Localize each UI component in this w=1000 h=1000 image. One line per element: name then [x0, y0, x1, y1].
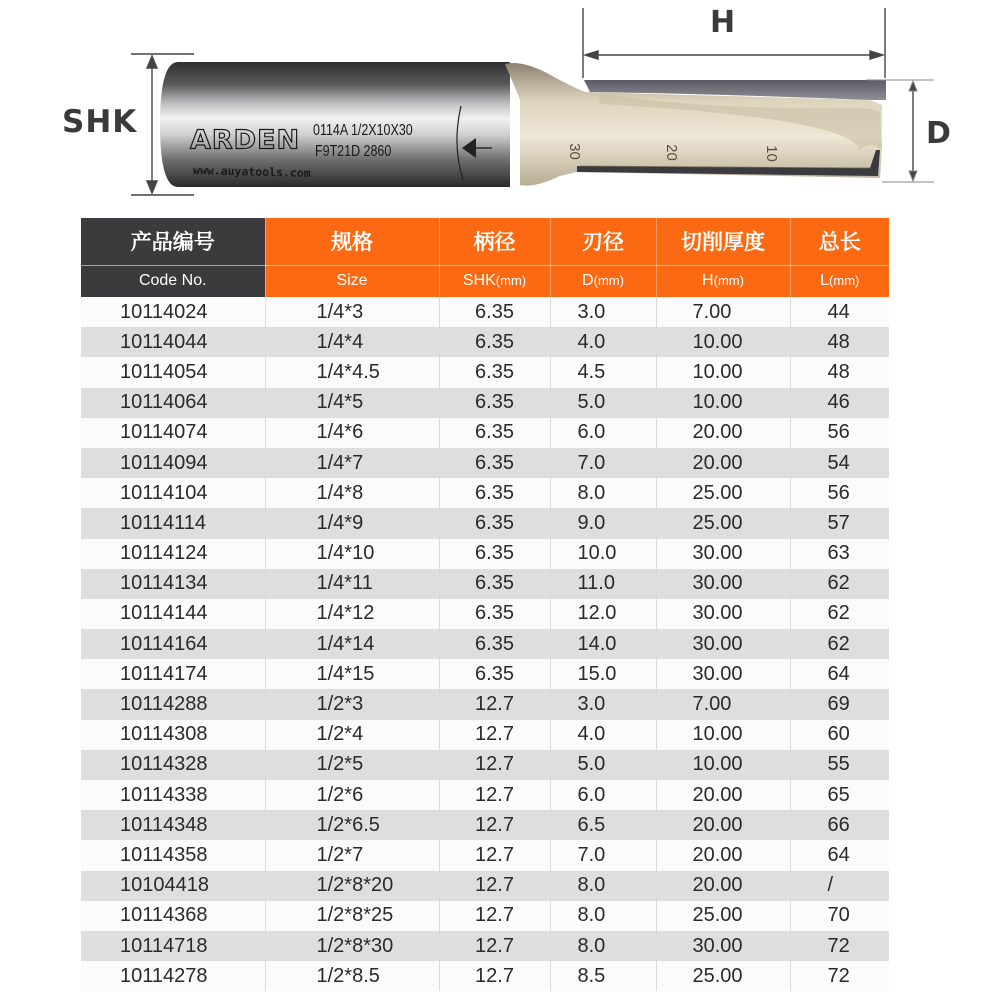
header-shk-en: SHK(mm)	[439, 265, 550, 297]
code-cell: 10114288	[81, 689, 265, 719]
cut-diameter-cell: 8.5	[550, 961, 656, 991]
overall-length-cell: 56	[790, 418, 889, 448]
table-row	[81, 840, 889, 870]
table-row	[81, 539, 889, 569]
overall-length-cell: 48	[790, 327, 889, 357]
table-row	[81, 871, 889, 901]
code-cell: 10114368	[81, 901, 265, 931]
header-h-cn: 切削厚度	[656, 218, 790, 265]
cut-diameter-cell: 5.0	[550, 388, 656, 418]
shank-diameter-cell: 6.35	[439, 659, 550, 689]
size-cell: 1/2*4	[265, 720, 439, 750]
code-cell: 10114104	[81, 478, 265, 508]
size-cell: 1/2*5	[265, 750, 439, 780]
header-l-cn: 总长	[790, 218, 889, 265]
cut-diameter-cell: 10.0	[550, 539, 656, 569]
cut-height-cell: 10.00	[656, 357, 790, 387]
table-row	[81, 810, 889, 840]
code-cell: 10114338	[81, 780, 265, 810]
size-cell: 1/4*8	[265, 478, 439, 508]
table-row	[81, 478, 889, 508]
cut-diameter-cell: 8.0	[550, 871, 656, 901]
overall-length-cell: 60	[790, 720, 889, 750]
scale-mark-30: 30	[565, 143, 583, 160]
code-cell: 10114044	[81, 327, 265, 357]
shank-diameter-cell: 12.7	[439, 901, 550, 931]
code-cell: 10114718	[81, 931, 265, 961]
cut-height-cell: 25.00	[656, 961, 790, 991]
cut-diameter-cell: 8.0	[550, 478, 656, 508]
cut-diameter-cell: 4.0	[550, 720, 656, 750]
code-cell: 10114164	[81, 629, 265, 659]
shank-diameter-cell: 12.7	[439, 780, 550, 810]
cut-diameter-cell: 7.0	[550, 840, 656, 870]
shank-diameter-cell: 12.7	[439, 840, 550, 870]
size-cell: 1/4*9	[265, 508, 439, 538]
engraving-line-1: 0114A 1/2X10X30	[313, 122, 413, 139]
code-cell: 10114124	[81, 539, 265, 569]
d-label: D	[926, 116, 952, 151]
size-cell: 1/4*7	[265, 448, 439, 478]
code-cell: 10114024	[81, 297, 265, 327]
size-cell: 1/4*6	[265, 418, 439, 448]
size-cell: 1/2*8*20	[265, 871, 439, 901]
overall-length-cell: 72	[790, 931, 889, 961]
table-row	[81, 448, 889, 478]
size-cell: 1/4*14	[265, 629, 439, 659]
shank-diameter-cell: 6.35	[439, 508, 550, 538]
table-row	[81, 689, 889, 719]
engraving-website: www.auyatools.com	[192, 163, 311, 181]
table-row	[81, 357, 889, 387]
code-cell: 10114308	[81, 720, 265, 750]
shank-diameter-cell: 6.35	[439, 569, 550, 599]
table-row	[81, 327, 889, 357]
shank-diameter-cell: 12.7	[439, 961, 550, 991]
shank-diameter-cell: 6.35	[439, 297, 550, 327]
size-cell: 1/4*3	[265, 297, 439, 327]
overall-length-cell: 66	[790, 810, 889, 840]
header-code-cn: 产品编号	[81, 218, 265, 265]
cut-height-cell: 30.00	[656, 931, 790, 961]
overall-length-cell: /	[790, 871, 889, 901]
cut-height-cell: 10.00	[656, 327, 790, 357]
size-cell: 1/2*3	[265, 689, 439, 719]
cut-diameter-cell: 15.0	[550, 659, 656, 689]
header-size-cn: 规格	[265, 218, 439, 265]
cut-diameter-cell: 6.5	[550, 810, 656, 840]
header-d-cn: 刃径	[550, 218, 656, 265]
table-row	[81, 297, 889, 327]
code-cell: 10114094	[81, 448, 265, 478]
code-cell: 10114348	[81, 810, 265, 840]
size-cell: 1/2*6	[265, 780, 439, 810]
size-cell: 1/2*7	[265, 840, 439, 870]
cut-height-cell: 30.00	[656, 539, 790, 569]
shank-diameter-cell: 6.35	[439, 599, 550, 629]
size-cell: 1/2*6.5	[265, 810, 439, 840]
router-bit-drawing	[0, 0, 1000, 210]
shank-diameter-cell: 12.7	[439, 931, 550, 961]
overall-length-cell: 70	[790, 901, 889, 931]
cut-height-cell: 10.00	[656, 720, 790, 750]
code-cell: 10114358	[81, 840, 265, 870]
cut-diameter-cell: 4.5	[550, 357, 656, 387]
cut-height-cell: 20.00	[656, 840, 790, 870]
cut-height-cell: 30.00	[656, 569, 790, 599]
table-row	[81, 931, 889, 961]
cut-height-cell: 30.00	[656, 629, 790, 659]
header-size-en: Size	[265, 265, 439, 297]
cut-diameter-cell: 3.0	[550, 689, 656, 719]
header-code-en: Code No.	[81, 265, 265, 297]
cut-height-cell: 10.00	[656, 388, 790, 418]
table-row	[81, 508, 889, 538]
cut-height-cell: 7.00	[656, 689, 790, 719]
shank-diameter-cell: 12.7	[439, 689, 550, 719]
h-label: H	[710, 5, 737, 40]
cut-height-cell: 7.00	[656, 297, 790, 327]
code-cell: 10114064	[81, 388, 265, 418]
scale-mark-20: 20	[662, 144, 680, 161]
header-l-en: L(mm)	[790, 265, 889, 297]
size-cell: 1/4*10	[265, 539, 439, 569]
shank-diameter-cell: 6.35	[439, 539, 550, 569]
specification-table	[81, 218, 889, 991]
overall-length-cell: 62	[790, 599, 889, 629]
cut-height-cell: 25.00	[656, 508, 790, 538]
cut-height-cell: 20.00	[656, 871, 790, 901]
code-cell: 10104418	[81, 871, 265, 901]
overall-length-cell: 55	[790, 750, 889, 780]
overall-length-cell: 56	[790, 478, 889, 508]
code-cell: 10114144	[81, 599, 265, 629]
header-row-english	[81, 265, 889, 297]
size-cell: 1/2*8*30	[265, 931, 439, 961]
shank-diameter-cell: 6.35	[439, 388, 550, 418]
shank-diameter-cell: 6.35	[439, 478, 550, 508]
header-h-en: H(mm)	[656, 265, 790, 297]
overall-length-cell: 64	[790, 840, 889, 870]
shank-diameter-cell: 6.35	[439, 448, 550, 478]
overall-length-cell: 57	[790, 508, 889, 538]
cut-diameter-cell: 14.0	[550, 629, 656, 659]
table-row	[81, 659, 889, 689]
cut-diameter-cell: 8.0	[550, 931, 656, 961]
code-cell: 10114134	[81, 569, 265, 599]
overall-length-cell: 48	[790, 357, 889, 387]
code-cell: 10114278	[81, 961, 265, 991]
shank-diameter-cell: 12.7	[439, 750, 550, 780]
cut-height-cell: 25.00	[656, 901, 790, 931]
shank-diameter-cell: 12.7	[439, 720, 550, 750]
header-row-chinese	[81, 218, 889, 265]
shank-diameter-cell: 6.35	[439, 357, 550, 387]
size-cell: 1/4*5	[265, 388, 439, 418]
table-row	[81, 418, 889, 448]
cut-diameter-cell: 6.0	[550, 780, 656, 810]
header-shk-cn: 柄径	[439, 218, 550, 265]
size-cell: 1/2*8*25	[265, 901, 439, 931]
size-cell: 1/4*15	[265, 659, 439, 689]
code-cell: 10114174	[81, 659, 265, 689]
overall-length-cell: 62	[790, 629, 889, 659]
overall-length-cell: 65	[790, 780, 889, 810]
shank-diameter-cell: 12.7	[439, 871, 550, 901]
cut-diameter-cell: 5.0	[550, 750, 656, 780]
overall-length-cell: 54	[790, 448, 889, 478]
cut-diameter-cell: 6.0	[550, 418, 656, 448]
table-row	[81, 780, 889, 810]
cut-height-cell: 20.00	[656, 448, 790, 478]
shank-diameter-cell: 6.35	[439, 629, 550, 659]
cut-diameter-cell: 4.0	[550, 327, 656, 357]
overall-length-cell: 46	[790, 388, 889, 418]
cut-height-cell: 10.00	[656, 750, 790, 780]
overall-length-cell: 64	[790, 659, 889, 689]
overall-length-cell: 63	[790, 539, 889, 569]
size-cell: 1/4*4	[265, 327, 439, 357]
cut-diameter-cell: 11.0	[550, 569, 656, 599]
overall-length-cell: 72	[790, 961, 889, 991]
brand-logo: ARDEN	[190, 125, 301, 156]
cut-diameter-cell: 9.0	[550, 508, 656, 538]
overall-length-cell: 44	[790, 297, 889, 327]
size-cell: 1/4*12	[265, 599, 439, 629]
table-row	[81, 629, 889, 659]
router-bit-illustration	[0, 0, 1000, 210]
table-row	[81, 750, 889, 780]
cut-height-cell: 20.00	[656, 810, 790, 840]
table-row	[81, 901, 889, 931]
shank-diameter-cell: 6.35	[439, 327, 550, 357]
table-row	[81, 599, 889, 629]
cut-height-cell: 30.00	[656, 659, 790, 689]
cut-diameter-cell: 8.0	[550, 901, 656, 931]
size-cell: 1/4*11	[265, 569, 439, 599]
shk-label: SHK	[62, 104, 138, 140]
cut-height-cell: 20.00	[656, 418, 790, 448]
code-cell: 10114074	[81, 418, 265, 448]
cut-diameter-cell: 12.0	[550, 599, 656, 629]
table-body	[81, 297, 889, 991]
cut-diameter-cell: 7.0	[550, 448, 656, 478]
size-cell: 1/2*8.5	[265, 961, 439, 991]
cut-height-cell: 30.00	[656, 599, 790, 629]
cut-height-cell: 20.00	[656, 780, 790, 810]
code-cell: 10114328	[81, 750, 265, 780]
table-row	[81, 388, 889, 418]
cut-diameter-cell: 3.0	[550, 297, 656, 327]
table-row	[81, 720, 889, 750]
code-cell: 10114114	[81, 508, 265, 538]
size-cell: 1/4*4.5	[265, 357, 439, 387]
table-row	[81, 569, 889, 599]
overall-length-cell: 62	[790, 569, 889, 599]
shank-diameter-cell: 6.35	[439, 418, 550, 448]
shank-diameter-cell: 12.7	[439, 810, 550, 840]
table-row	[81, 961, 889, 991]
header-d-en: D(mm)	[550, 265, 656, 297]
overall-length-cell: 69	[790, 689, 889, 719]
scale-mark-10: 10	[762, 145, 780, 162]
engraving-line-2: F9T21D 2860	[315, 143, 392, 160]
code-cell: 10114054	[81, 357, 265, 387]
cut-height-cell: 25.00	[656, 478, 790, 508]
